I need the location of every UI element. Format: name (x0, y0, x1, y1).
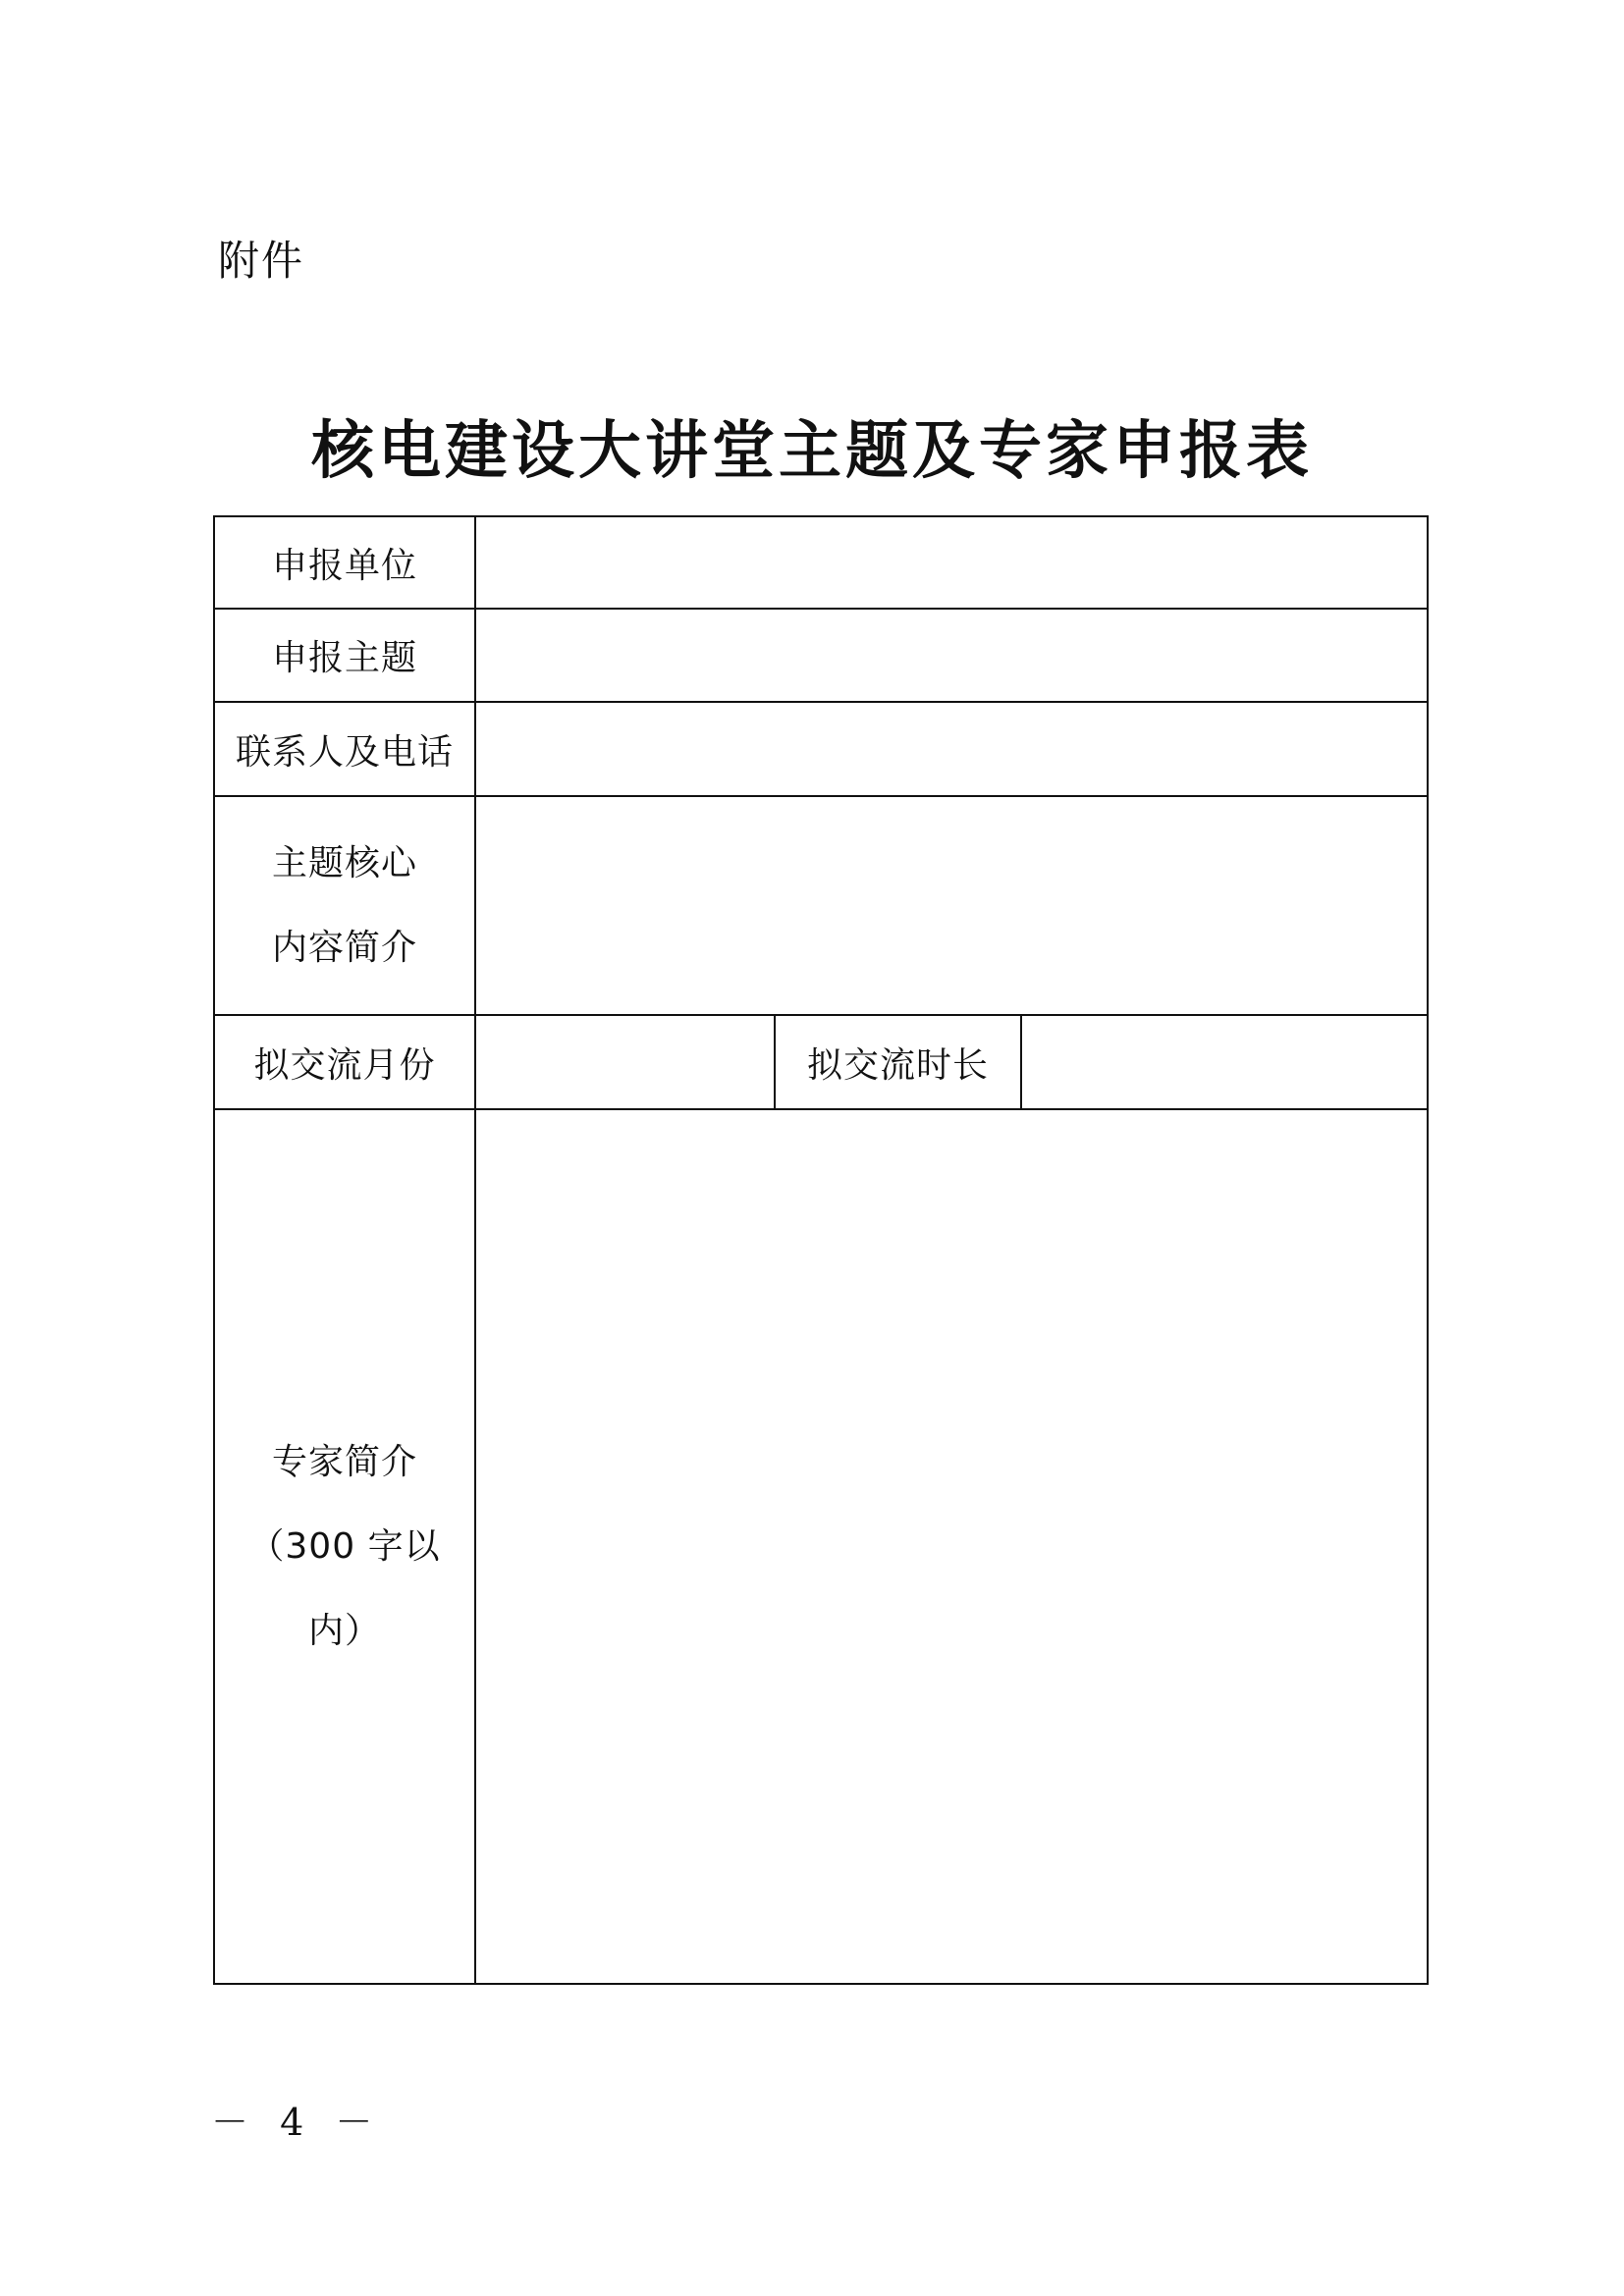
form-row-topic-summary (214, 796, 1428, 1015)
declared-topic-field[interactable] (475, 609, 1428, 702)
planned-month-label: 拟交流月份 (214, 1015, 475, 1109)
application-form-table (213, 515, 1429, 1985)
form-row-planned-schedule (214, 1015, 1428, 1109)
expert-intro-label (214, 1109, 475, 1984)
contact-field[interactable] (475, 702, 1428, 796)
expert-intro-field[interactable] (475, 1109, 1428, 1984)
expert-intro-label-line3: 内） (307, 1610, 381, 1651)
page-number: － 4 － (211, 2101, 383, 2144)
expert-intro-label-line2: （300 字以 (248, 1525, 441, 1567)
topic-summary-label (214, 796, 475, 1015)
planned-duration-label: 拟交流时长 (775, 1015, 1021, 1109)
topic-summary-label-line2: 内容简介 (271, 927, 417, 968)
topic-summary-label-line1: 主题核心 (271, 842, 417, 883)
document-title: 核电建设大讲堂主题及专家申报表 (311, 414, 1313, 488)
contact-label: 联系人及电话 (214, 702, 475, 796)
planned-duration-field[interactable] (1021, 1015, 1428, 1109)
form-row-contact (214, 702, 1428, 796)
declaring-unit-label: 申报单位 (214, 516, 475, 609)
form-row-expert-intro (214, 1109, 1428, 1984)
attachment-label: 附件 (218, 237, 305, 285)
topic-summary-field[interactable] (475, 796, 1428, 1015)
expert-intro-label-line1: 专家简介 (271, 1441, 417, 1482)
planned-month-field[interactable] (475, 1015, 775, 1109)
declaring-unit-field[interactable] (475, 516, 1428, 609)
declared-topic-label: 申报主题 (214, 609, 475, 702)
form-row-declaring-unit (214, 516, 1428, 609)
form-row-declared-topic (214, 609, 1428, 702)
